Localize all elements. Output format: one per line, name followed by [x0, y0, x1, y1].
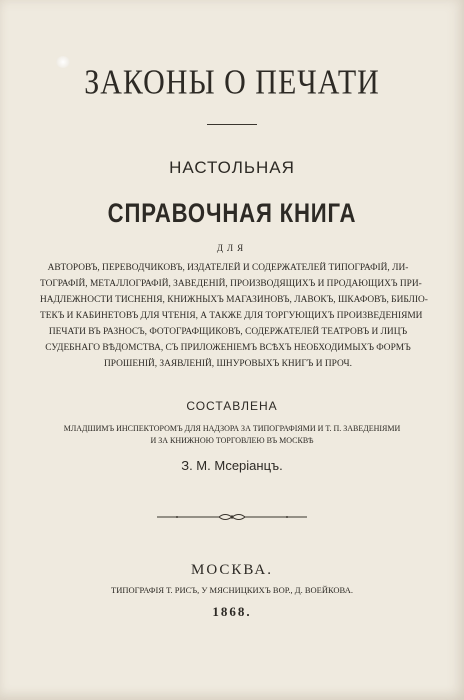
description-line: ТОГРАФІЙ, МЕТАЛЛОГРАФІЙ, ЗАВЕДЕНІЙ, ПРОИЗВОДЯЩИХЪ И ПРОДАЮЩИХЪ ПРИ- — [40, 279, 422, 289]
description-line: ПЕЧАТИ ВЪ РАЗНОСЪ, ФОТОГРАФЩИКОВЪ, СОДЕРЖАТЕЛЕЙ ТЕАТРОВЪ И ЛИЦЪ — [48, 327, 408, 337]
description-line: НАДЛЕЖНОСТИ ТИСНЕНІЯ, КНИЖНЫХЪ МАГАЗИНОВЪ, ЛАВОКЪ, ШКАФОВЪ, БИБЛІО- — [40, 295, 428, 305]
for-word: ДЛЯ — [216, 243, 248, 253]
publication-city: МОСКВА. — [190, 562, 273, 578]
compiler-line: И ЗА КНИЖНОЮ ТОРГОВЛЕЮ ВЪ МОСКВѢ — [150, 436, 314, 445]
title-divider — [207, 124, 257, 125]
description-line: ТЕКЪ И КАБИНЕТОВЪ ДЛЯ ЧТЕНІЯ, А ТАКЖЕ ДЛЯ ТОРГУЮЩИХЪ ПРОИЗВЕДЕНІЯМИ — [40, 311, 423, 321]
subtitle-line-2: СПРАВОЧНАЯ КНИГА — [107, 198, 357, 228]
description-line: ПРОШЕНІЙ, ЗАЯВЛЕНІЙ, ШНУРОВЫХЪ КНИГЪ И ПРОЧ. — [104, 359, 352, 369]
author-name: З. М. Мсеріанцъ. — [181, 458, 283, 473]
compiled-label: СОСТАВЛЕНА — [186, 399, 278, 413]
book-title: ЗАКОНЫ О ПЕЧАТИ — [84, 62, 380, 102]
description-line: СУДЕБНАГО ВѢДОМСТВА, СЪ ПРИЛОЖЕНІЕМЪ ВСѢХЪ НЕОБХОДИМЫХЪ ФОРМЪ — [45, 343, 411, 353]
description-line: АВТОРОВЪ, ПЕРЕВОДЧИКОВЪ, ИЗДАТЕЛЕЙ И СОДЕРЖАТЕЛЕЙ ТИПОГРАФІЙ, ЛИ- — [47, 263, 409, 273]
printer-line: ТИПОГРАФІЯ Т. РИСЪ, У МЯСНИЦКИХЪ ВОР., Д. ВОЕЙКОВА. — [111, 585, 353, 595]
subtitle-line-1: НАСТОЛЬНАЯ — [169, 158, 295, 177]
publication-year: 1868. — [212, 604, 252, 619]
compiler-line: МЛАДШИМЪ ИНСПЕКТОРОМЪ ДЛЯ НАДЗОРА ЗА ТИПОГРАФІЯМИ И Т. П. ЗАВЕДЕНІЯМИ — [63, 424, 401, 433]
ornament-divider — [157, 511, 307, 523]
